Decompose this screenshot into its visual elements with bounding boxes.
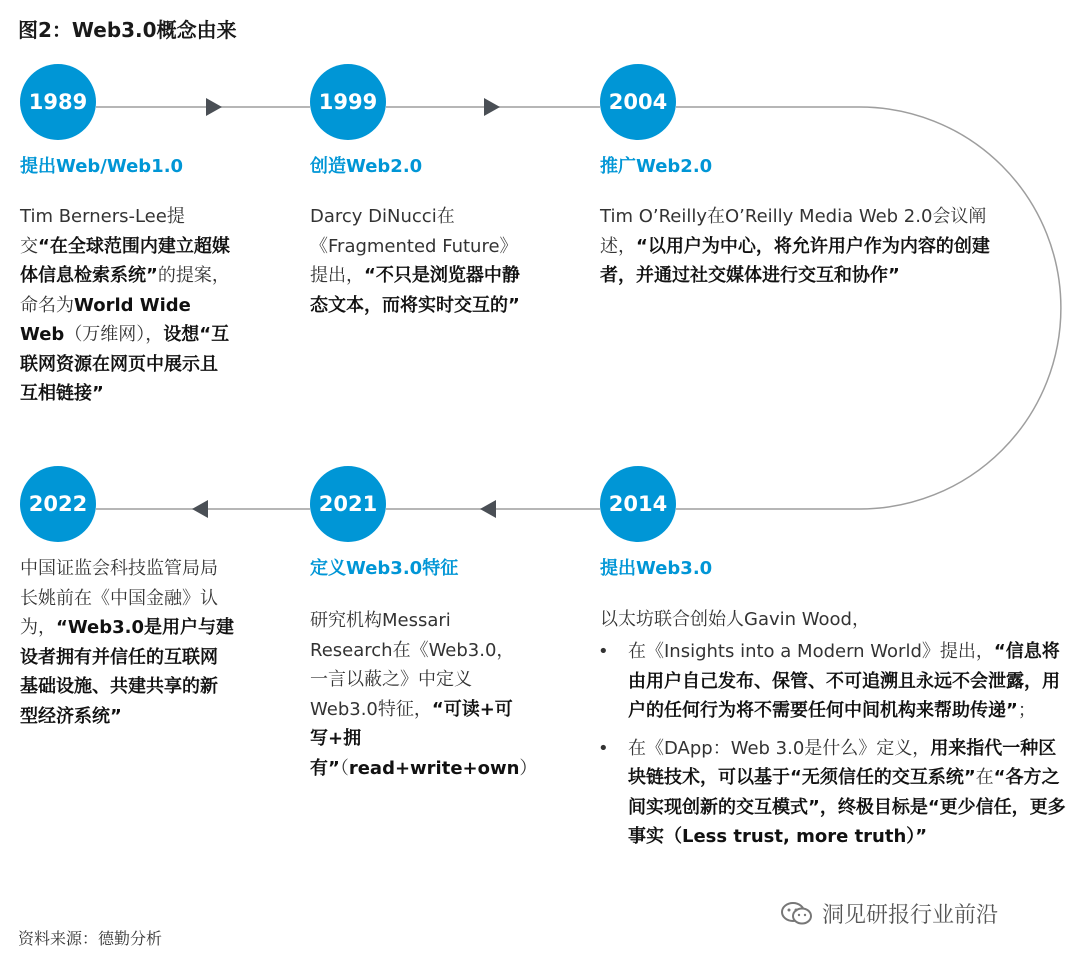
body-text: Tim O’Reilly在O’Reilly Media Web 2.0会议阐述，: [600, 206, 987, 257]
emphasis-text: “可读+可写+拥有”: [310, 698, 513, 779]
body-text: 中国证监会科技监管局局长姚前在《中国金融》认为，: [20, 558, 218, 638]
year-circle-2014: 2014: [600, 466, 676, 542]
arrow-right-2: [484, 98, 500, 116]
year-circle-2021: 2021: [310, 466, 386, 542]
body-text: 在: [975, 767, 994, 788]
milestone-body-2021: [310, 606, 538, 783]
bullet-item: [598, 734, 1068, 852]
body-text: ）: [519, 757, 538, 779]
body-text: （万维网），: [64, 324, 164, 345]
year-circle-2022: 2022: [20, 466, 96, 542]
milestone-body-2022: [20, 554, 235, 731]
arrow-right-1: [206, 98, 222, 116]
connector-2004-2014-curve: [676, 107, 1061, 509]
milestone-heading-1989: 提出Web/Web1.0: [20, 156, 184, 177]
milestone-heading-1999: 创造Web2.0: [310, 156, 423, 177]
figure-title: 图2：Web3.0概念由来: [18, 18, 237, 42]
emphasis-text: “Web3.0是用户与建设者拥有并信任的互联网基础设施、共建共享的新型经济系统”: [20, 617, 235, 727]
emphasis-text: “在全球范围内建立超媒体信息检索系统”: [20, 235, 230, 286]
emphasis-text: “不只是浏览器中静态文本，而将实时交互的”: [310, 265, 520, 316]
emphasis-text: “各方之间实现创新的交互模式”，终极目标是“更少信任，更多事实（Less trust, more truth）”: [628, 767, 1066, 847]
source-note: 资料来源：德勤分析: [18, 929, 163, 948]
milestone-body-1999: [310, 202, 525, 320]
body-text: 在《Insights into a Modern World》提出，: [628, 641, 994, 662]
year-circle-2004: 2004: [600, 64, 676, 140]
milestone-body-1989: [20, 202, 230, 409]
wechat-icon: [780, 900, 814, 928]
body-text: 研究机构Messari Research在《Web3.0，一言以蔽之》中定义Web3.0特征，: [310, 610, 515, 720]
emphasis-text: “以用户为中心，将允许用户作为内容的创建者，并通过社交媒体进行交互和协作”: [600, 235, 990, 286]
emphasis-text: 设想“互联网资源在网页中展示且互相链接”: [20, 324, 230, 404]
body-text: 在《DApp：Web 3.0是什么》定义，: [628, 737, 931, 759]
year-circle-1999: 1999: [310, 64, 386, 140]
bullet-item: [598, 637, 1068, 726]
watermark-text: 洞见研报行业前沿: [822, 903, 999, 928]
emphasis-text: “信息将由用户自己发布、保管、不可追溯且永远不会泄露，用户的任何行为将不需要任何中间机构来帮助传递”: [628, 641, 1060, 721]
milestone-bullets-2014: [598, 637, 1068, 860]
body-text: 的提案，命名为: [20, 265, 230, 316]
body-text: （: [339, 757, 349, 779]
emphasis-text: 用来指代一种区块链技术，可以基于“无须信任的交互系统”: [628, 737, 1057, 788]
emphasis-text: read+write+own: [348, 757, 520, 779]
body-text: Darcy DiNucci在《Fragmented Future》提出，: [310, 206, 518, 286]
body-text: Tim Berners-Lee提交: [20, 206, 185, 257]
milestone-heading-2021: 定义Web3.0特征: [310, 558, 459, 579]
body-text: ；: [1017, 700, 1036, 721]
milestone-heading-2014: 提出Web3.0: [600, 558, 713, 579]
milestone-body-2004: [600, 202, 1000, 291]
year-circle-1989: 1989: [20, 64, 96, 140]
milestone-intro-2014: 以太坊联合创始人Gavin Wood，: [600, 609, 870, 630]
milestone-heading-2004: 推广Web2.0: [600, 156, 713, 177]
emphasis-text: World Wide Web: [20, 294, 191, 345]
arrow-left-2: [192, 500, 208, 518]
watermark: [780, 898, 998, 929]
arrow-left-1: [480, 500, 496, 518]
